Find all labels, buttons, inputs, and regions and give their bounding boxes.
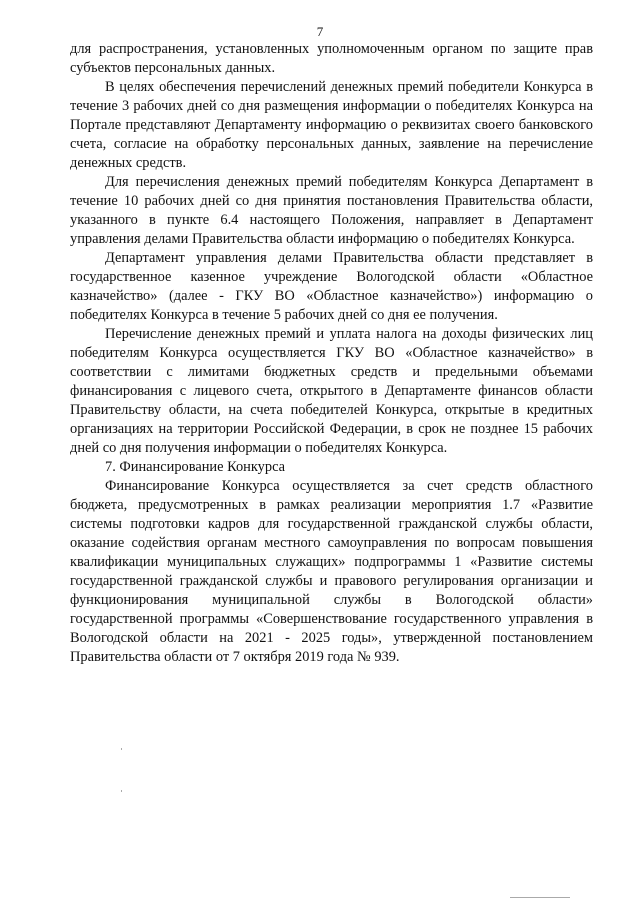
section-heading: 7. Финансирование Конкурса bbox=[105, 459, 286, 475]
scan-artifact bbox=[121, 748, 122, 750]
paragraph-department-transfer: Для перечисления денежных премий победителям Конкурса Департамент в течение 10 рабочих дней со дня принятия постановления Правительства области, указанного в пункте 6.4 настоящего Положения, направляет в Департамент управления делами Правительства области информацию о победителях Конкурса. bbox=[70, 174, 593, 247]
page-number: 7 bbox=[316, 24, 324, 39]
paragraph-treasury-info: Департамент управления делами Правительства области представляет в государственное казенное учреждение Вологодской области «Областное казначейство» (далее - ГКУ ВО «Областное казначейство») информацию о победителях Конкурса в течение 5 рабочих дней со дня ее получения. bbox=[70, 250, 593, 323]
scan-artifact bbox=[121, 790, 122, 792]
scan-artifact bbox=[510, 897, 570, 898]
paragraph-continuation: для распространения, установленных уполномоченным органом по защите прав субъектов персональных данных. bbox=[70, 41, 593, 76]
paragraph-financing: Финансирование Конкурса осуществляется за счет средств областного бюджета, предусмотренных в рамках реализации мероприятия 1.7 «Развитие системы подготовки кадров для государственной гражданской службы области, оказание содействия органам местного самоуправления по вопросам повышения квалификации муниципальных служащих» подпрограммы 1 «Развитие системы государственной гражданской службы и правового регулирования организации и функционирования муниципальной службы в Вологодской области» государственной программы «Совершенствование государственного управления в Вологодской области на 2021 - 2025 годы», утвержденной постановлением Правительства области от 7 октября 2019 года № 939. bbox=[70, 478, 593, 665]
paragraph-payment-terms: Перечисление денежных премий и уплата налога на доходы физических лиц победителям Конкурса осуществляется ГКУ ВО «Областное казначейство» в соответствии с лимитами бюджетных средств и предельными объемами финансирования с лицевого счета, открытого в Департаменте финансов области Правительству области, на счета победителей Конкурса, открытые в кредитных организациях на территории Российской Федерации, в срок не позднее 15 рабочих дней со дня получения информации о победителях Конкурса. bbox=[70, 326, 593, 456]
paragraph-bank-details: В целях обеспечения перечислений денежных премий победители Конкурса в течение 3 рабочих дней со дня размещения информации о победителях Конкурса на Портале представляют Департаменту информацию о реквизитах своего банковского счета, согласие на обработку персональных данных, заявление на перечисление денежных средств. bbox=[70, 79, 593, 171]
document-body bbox=[70, 40, 593, 667]
